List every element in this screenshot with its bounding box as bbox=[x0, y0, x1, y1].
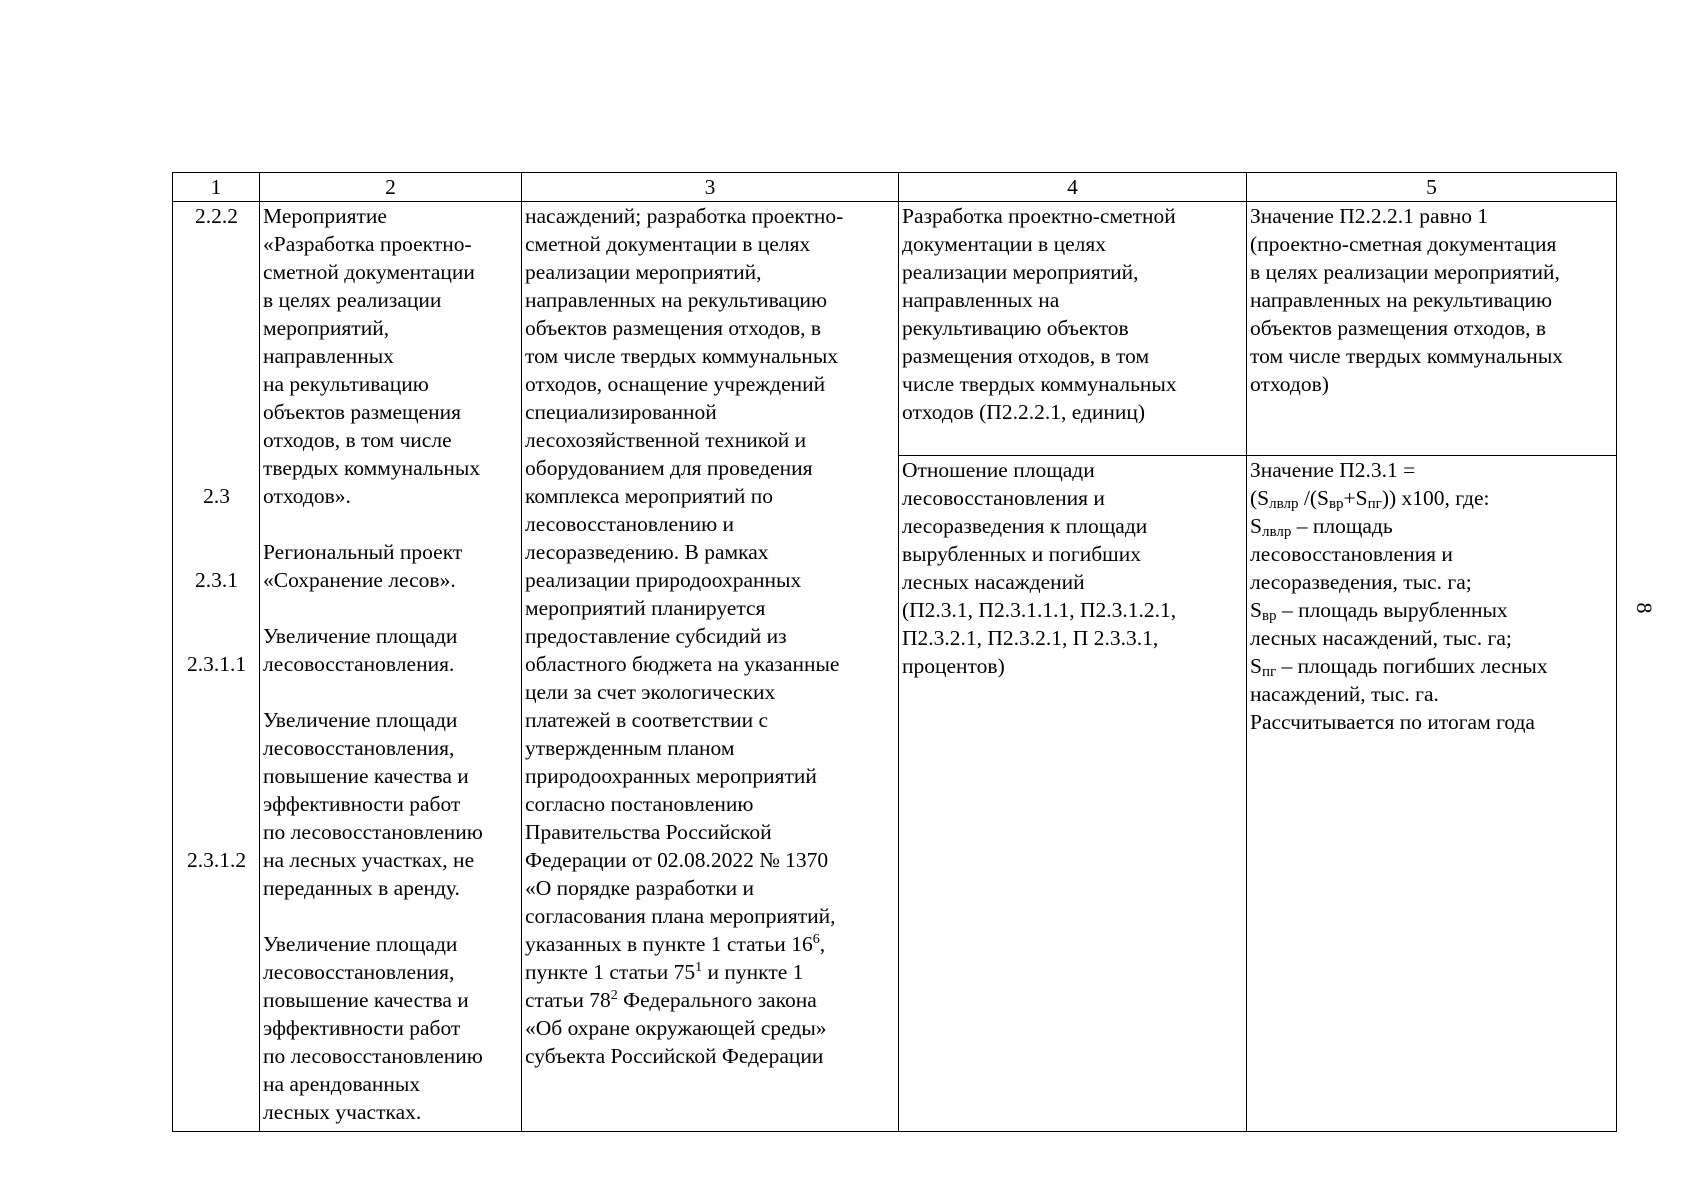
data-table bbox=[172, 172, 1617, 1132]
text-fragment: )) х100, где: bbox=[1381, 486, 1490, 510]
formula-cell-top bbox=[1247, 202, 1617, 456]
header-col-4: 4 bbox=[899, 173, 1247, 202]
text-line: Разработка проектно-сметной bbox=[902, 204, 1176, 228]
item-number: 2.3.1.2 bbox=[186, 848, 247, 872]
text-fragment: S bbox=[1250, 654, 1262, 678]
text-line: объектов размещения отходов, в bbox=[1250, 316, 1547, 340]
text-line: Региональный проект bbox=[263, 540, 463, 564]
text-line: твердых коммунальных bbox=[263, 456, 481, 480]
text-line: «О порядке разработки и bbox=[525, 876, 755, 900]
text-line: лесохозяйственной техникой и bbox=[525, 428, 807, 452]
text-line: мероприятий, bbox=[263, 316, 390, 340]
text-line: специализированной bbox=[525, 400, 717, 424]
superscript: 1 bbox=[695, 960, 703, 975]
event-2-3 bbox=[263, 538, 519, 594]
subscript: лвлр bbox=[1269, 496, 1299, 512]
superscript: 2 bbox=[610, 988, 618, 1003]
text-fragment: +S bbox=[1343, 486, 1368, 510]
text-line: эффективности работ bbox=[263, 792, 461, 816]
text-line: вырубленных и погибших bbox=[902, 542, 1141, 566]
subscript: вр bbox=[1261, 608, 1277, 624]
text-line: лесовосстановления, bbox=[263, 736, 455, 760]
subscript: пг bbox=[1261, 664, 1277, 680]
text-line: предоставление субсидий из bbox=[525, 624, 787, 648]
text-line: лесоразведения, тыс. га; bbox=[1250, 570, 1472, 594]
text-line: по лесовосстановлению bbox=[263, 1044, 483, 1068]
text-line: комплекса мероприятий по bbox=[525, 484, 774, 508]
page-number: 8 bbox=[1632, 602, 1657, 614]
text-line: отходов (П2.2.2.1, единиц) bbox=[902, 400, 1146, 424]
text-line: Увеличение площади bbox=[263, 624, 458, 648]
text-line: эффективности работ bbox=[263, 1016, 461, 1040]
text-line bbox=[1250, 652, 1614, 680]
text-line: мероприятий планируется bbox=[525, 596, 766, 620]
text-fragment: S bbox=[1250, 514, 1262, 538]
text-line bbox=[525, 930, 896, 958]
text-line bbox=[525, 958, 896, 986]
text-line: отходов, в том числе bbox=[263, 428, 452, 452]
text-line: насаждений, тыс. га. bbox=[1250, 682, 1439, 706]
text-line: оборудованием для проведения bbox=[525, 456, 813, 480]
text-fragment: S bbox=[1250, 598, 1262, 622]
header-col-3: 3 bbox=[522, 173, 899, 202]
text-line: объектов размещения отходов, в bbox=[525, 316, 822, 340]
subscript: лвлр bbox=[1261, 524, 1292, 540]
description-cell bbox=[522, 202, 899, 1132]
text-line: лесных насаждений bbox=[902, 570, 1085, 594]
formula-line bbox=[1250, 484, 1614, 512]
event-2-3-1-2 bbox=[263, 930, 519, 1126]
text-line: насаждений; разработка проектно- bbox=[525, 204, 844, 228]
text-line: согласно постановлению bbox=[525, 792, 754, 816]
header-col-5: 5 bbox=[1247, 173, 1617, 202]
header-col-1: 1 bbox=[173, 173, 260, 202]
text-line: лесовосстановления и bbox=[1250, 542, 1453, 566]
text-line: лесных насаждений, тыс. га; bbox=[1250, 626, 1512, 650]
text-line: областного бюджета на указанные bbox=[525, 652, 840, 676]
text-fragment: – площадь bbox=[1291, 514, 1393, 538]
text-line: лесовосстановления. bbox=[263, 652, 455, 676]
text-line: природоохранных мероприятий bbox=[525, 764, 817, 788]
text-line: на арендованных bbox=[263, 1072, 421, 1096]
item-number: 2.3 bbox=[203, 484, 230, 508]
item-number: 2.3.1.1 bbox=[186, 652, 247, 676]
text-fragment: , bbox=[819, 932, 826, 956]
text-line: П2.3.2.1, П2.3.2.1, П 2.3.3.1, bbox=[902, 626, 1159, 650]
text-fragment: /(S bbox=[1298, 486, 1329, 510]
text-line: сметной документации bbox=[263, 260, 475, 284]
text-line: лесоразведению. В рамках bbox=[525, 540, 769, 564]
text-line: объектов размещения bbox=[263, 400, 461, 424]
text-line: на рекультивацию bbox=[263, 372, 429, 396]
text-line: «Разработка проектно- bbox=[263, 232, 472, 256]
text-line: переданных в аренду. bbox=[263, 876, 460, 900]
text-line: Значение П2.2.2.1 равно 1 bbox=[1250, 204, 1489, 228]
text-line: отходов, оснащение учреждений bbox=[525, 372, 826, 396]
text-line: на лесных участках, не bbox=[263, 848, 475, 872]
text-line: Федерации от 02.08.2022 № 1370 bbox=[525, 848, 829, 872]
text-line: Значение П2.3.1 = bbox=[1250, 458, 1416, 482]
text-line: Отношение площади bbox=[902, 458, 1095, 482]
text-fragment: – площадь погибших лесных bbox=[1276, 654, 1548, 678]
text-line: лесоразведения к площади bbox=[902, 514, 1148, 538]
text-line: рекультивацию объектов bbox=[902, 316, 1129, 340]
text-line: реализации природоохранных bbox=[525, 568, 802, 592]
indicator-cell-top bbox=[899, 202, 1247, 456]
text-line: отходов) bbox=[1250, 372, 1329, 396]
text-line: цели за счет экологических bbox=[525, 680, 776, 704]
text-line bbox=[1250, 512, 1614, 540]
text-line: направленных на рекультивацию bbox=[1250, 288, 1553, 312]
text-fragment: Федерального закона bbox=[617, 988, 817, 1012]
text-line: реализации мероприятий, bbox=[525, 260, 762, 284]
formula-cell-bottom bbox=[1247, 456, 1617, 1132]
text-line bbox=[525, 986, 896, 1014]
text-line: числе твердых коммунальных bbox=[902, 372, 1177, 396]
text-line: сметной документации в целях bbox=[525, 232, 811, 256]
text-fragment: и пункте 1 bbox=[702, 960, 804, 984]
text-fragment: пункте 1 статьи 75 bbox=[525, 960, 696, 984]
indicator-cell-bottom bbox=[899, 456, 1247, 1132]
table-row bbox=[173, 202, 1617, 456]
subscript: пг bbox=[1367, 496, 1382, 512]
text-line: утвержденным планом bbox=[525, 736, 735, 760]
text-line: платежей в соответствии с bbox=[525, 708, 769, 732]
header-row bbox=[173, 173, 1617, 202]
events-cell bbox=[260, 202, 522, 1132]
event-2-3-1 bbox=[263, 622, 519, 678]
text-line: документации в целях bbox=[902, 232, 1106, 256]
text-line: по лесовосстановлению bbox=[263, 820, 483, 844]
text-fragment: статьи 78 bbox=[525, 988, 611, 1012]
text-line: том числе твердых коммунальных bbox=[525, 344, 839, 368]
text-fragment: указанных в пункте 1 статьи 16 bbox=[525, 932, 813, 956]
text-line: лесовосстановления, bbox=[263, 960, 455, 984]
text-line: Рассчитывается по итогам года bbox=[1250, 710, 1535, 734]
text-line: лесовосстановления и bbox=[902, 486, 1105, 510]
text-line: отходов». bbox=[263, 484, 351, 508]
text-line: реализации мероприятий, bbox=[902, 260, 1139, 284]
text-line: процентов) bbox=[902, 654, 1005, 678]
text-line bbox=[1250, 596, 1614, 624]
text-line: направленных на рекультивацию bbox=[525, 288, 828, 312]
text-fragment: – площадь вырубленных bbox=[1276, 598, 1508, 622]
item-number: 2.3.1 bbox=[195, 568, 238, 592]
text-line: лесных участках. bbox=[263, 1100, 422, 1124]
superscript: 6 bbox=[812, 932, 820, 947]
text-line: размещения отходов, в том bbox=[902, 344, 1150, 368]
text-line: Правительства Российской bbox=[525, 820, 772, 844]
text-line: субъекта Российской Федерации bbox=[525, 1044, 824, 1068]
text-line: том числе твердых коммунальных bbox=[1250, 344, 1564, 368]
text-line: повышение качества и bbox=[263, 988, 469, 1012]
subscript: вр bbox=[1328, 496, 1344, 512]
text-line: Мероприятие bbox=[263, 204, 387, 228]
text-fragment: (S bbox=[1250, 486, 1270, 510]
text-line: в целях реализации мероприятий, bbox=[1250, 260, 1560, 284]
text-line: согласования плана мероприятий, bbox=[525, 904, 836, 928]
text-line: направленных на bbox=[902, 288, 1060, 312]
text-line: в целях реализации bbox=[263, 288, 442, 312]
text-line: направленных bbox=[263, 344, 394, 368]
text-line: «Об охране окружающей среды» bbox=[525, 1016, 827, 1040]
numbers-cell bbox=[173, 202, 260, 1132]
text-line: Увеличение площади bbox=[263, 708, 458, 732]
item-number: 2.2.2 bbox=[195, 204, 238, 228]
event-2-3-1-1 bbox=[263, 706, 519, 902]
text-line: лесовосстановлению и bbox=[525, 512, 735, 536]
text-line: (проектно-сметная документация bbox=[1250, 232, 1557, 256]
header-col-2: 2 bbox=[260, 173, 522, 202]
text-line: повышение качества и bbox=[263, 764, 469, 788]
text-line: (П2.3.1, П2.3.1.1.1, П2.3.1.2.1, bbox=[902, 598, 1177, 622]
text-line: Увеличение площади bbox=[263, 932, 458, 956]
event-2-2-2 bbox=[263, 202, 519, 510]
text-line: «Сохранение лесов». bbox=[263, 568, 456, 592]
